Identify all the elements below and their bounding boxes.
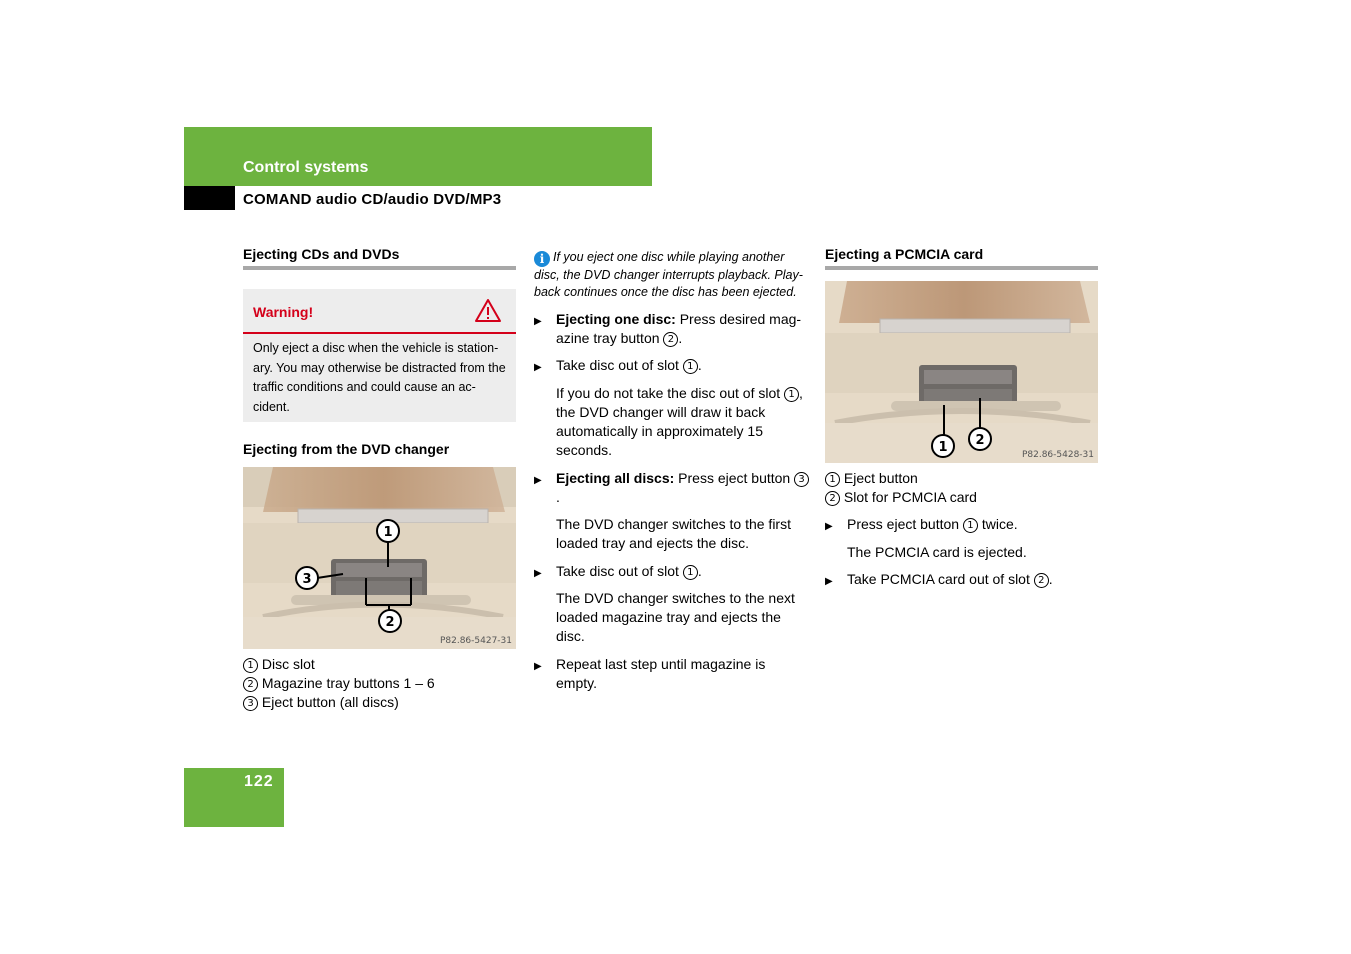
step-eject-one: ▶ Ejecting one disc: Press desired mag-azine tray button 2 . (534, 311, 802, 346)
warning-label: Warning! (253, 304, 314, 320)
step-eject-all: ▶ Ejecting all discs: Press eject button 3. (534, 469, 810, 507)
page-number: 122 (244, 773, 274, 790)
bullet-arrow-icon: ▶ (534, 475, 542, 486)
para-next-tray: The DVD changer switches to the next loaded magazine tray and ejects the disc. (556, 590, 795, 644)
photo-code: P82.86-5427-31 (439, 636, 512, 646)
section-title: Control systems (243, 159, 369, 176)
warning-rule (243, 332, 516, 334)
legend-item: 3 Eject button (all discs) (243, 693, 435, 712)
para-card-ejected: The PCMCIA card is ejected. (847, 544, 1027, 560)
legend-item: 2 Slot for PCMCIA card (825, 488, 977, 507)
para-auto-draw: If you do not take the disc out of slot 1 , the DVD changer will draw it back automatically in approximately 15 seconds. (556, 385, 803, 458)
bullet-arrow-icon: ▶ (534, 568, 542, 579)
bullet-arrow-icon: ▶ (534, 316, 542, 327)
bullet-arrow-icon: ▶ (825, 576, 833, 587)
warning-triangle-icon (474, 298, 502, 329)
pcmcia-photo (825, 281, 1098, 463)
title-rule (243, 266, 516, 270)
svg-text:2: 2 (385, 615, 395, 630)
step-take-disc: ▶ Take disc out of slot 1 . (534, 356, 810, 375)
warning-box (243, 289, 516, 422)
dvd-legend (243, 655, 435, 712)
dvd-changer-photo (243, 467, 516, 649)
page-number-box (184, 768, 284, 827)
legend-item: 1 Eject button (825, 469, 977, 488)
bullet-arrow-icon: ▶ (534, 661, 542, 672)
pcmcia-legend (825, 469, 977, 507)
ejecting-pcmcia-title: Ejecting a PCMCIA card (825, 246, 984, 262)
step-repeat: ▶ Repeat last step until magazine is empty. (534, 656, 766, 691)
info-note: i If you eject one disc while playing another disc, the DVD changer interrupts playback. Play-back continues once the disc has been ejected. (534, 250, 803, 299)
subsection-title: COMAND audio CD/audio DVD/MP3 (243, 191, 502, 208)
step-press-eject: ▶ Press eject button 1 twice. (825, 515, 1101, 534)
svg-text:3: 3 (302, 572, 312, 587)
ejecting-cds-title: Ejecting CDs and DVDs (243, 246, 400, 262)
warning-text: Only eject a disc when the vehicle is station-ary. You may otherwise be distracted from the traffic conditions and could cause an ac-cident. (253, 341, 506, 414)
photo-code: P82.86-5428-31 (1021, 450, 1094, 460)
bullet-arrow-icon: ▶ (534, 362, 542, 373)
para-first-tray: The DVD changer switches to the first loaded tray and ejects the disc. (556, 516, 791, 551)
legend-item: 1 Disc slot (243, 655, 435, 674)
step-take-disc-2: ▶ Take disc out of slot 1 . (534, 562, 810, 581)
header-band (184, 127, 652, 186)
info-icon: i (534, 251, 550, 267)
title-rule (825, 266, 1098, 270)
svg-text:1: 1 (383, 525, 393, 540)
bullet-arrow-icon: ▶ (825, 521, 833, 532)
legend-item: 2 Magazine tray buttons 1 – 6 (243, 674, 435, 693)
header-marker (184, 186, 235, 210)
step-take-card: ▶ Take PCMCIA card out of slot 2 . (825, 570, 1101, 589)
svg-text:1: 1 (938, 440, 948, 455)
svg-text:2: 2 (975, 433, 985, 448)
ejecting-dvd-changer-title: Ejecting from the DVD changer (243, 441, 450, 457)
